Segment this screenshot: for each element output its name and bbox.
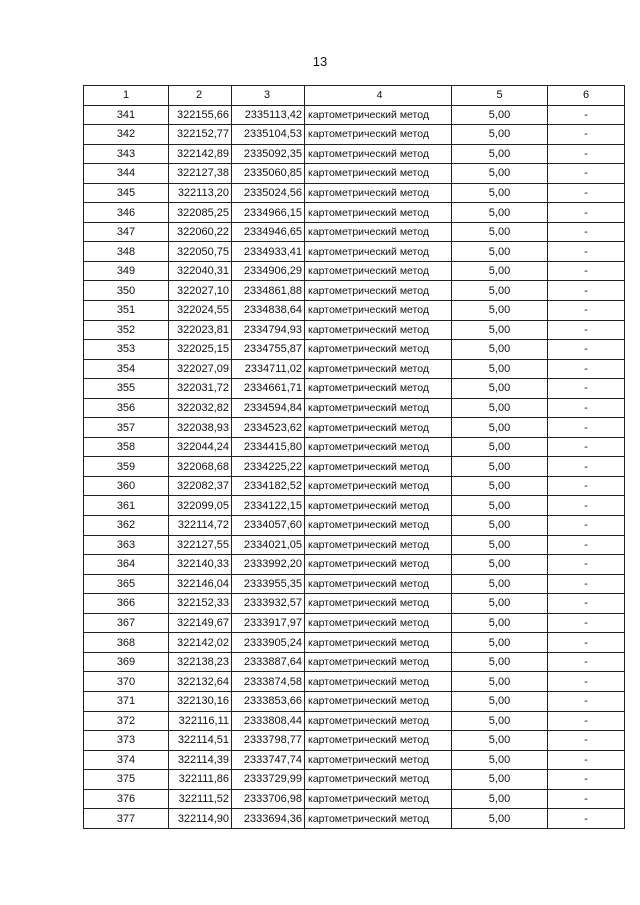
x-coordinate-cell: 322050,75 <box>169 242 232 262</box>
method-cell: картометрический метод <box>305 555 452 575</box>
note-cell: - <box>548 164 625 184</box>
x-coordinate-cell: 322114,51 <box>169 731 232 751</box>
table-row <box>84 398 625 418</box>
method-cell: картометрический метод <box>305 516 452 536</box>
x-coordinate-cell: 322082,37 <box>169 476 232 496</box>
method-cell: картометрический метод <box>305 691 452 711</box>
table-row <box>84 144 625 164</box>
x-coordinate-cell: 322099,05 <box>169 496 232 516</box>
y-coordinate-cell: 2334861,88 <box>232 281 305 301</box>
x-coordinate-cell: 322113,20 <box>169 183 232 203</box>
x-coordinate-cell: 322027,10 <box>169 281 232 301</box>
x-coordinate-cell: 322138,23 <box>169 652 232 672</box>
note-cell: - <box>548 105 625 125</box>
method-cell: картометрический метод <box>305 340 452 360</box>
accuracy-cell: 5,00 <box>452 731 548 751</box>
table-row <box>84 437 625 457</box>
y-coordinate-cell: 2334966,15 <box>232 203 305 223</box>
table-row <box>84 750 625 770</box>
note-cell: - <box>548 359 625 379</box>
y-coordinate-cell: 2335060,85 <box>232 164 305 184</box>
method-cell: картометрический метод <box>305 398 452 418</box>
accuracy-cell: 5,00 <box>452 770 548 790</box>
note-cell: - <box>548 183 625 203</box>
accuracy-cell: 5,00 <box>452 594 548 614</box>
table-row <box>84 281 625 301</box>
accuracy-cell: 5,00 <box>452 437 548 457</box>
table-row <box>84 809 625 829</box>
x-coordinate-cell: 322031,72 <box>169 379 232 399</box>
accuracy-cell: 5,00 <box>452 633 548 653</box>
column-header: 4 <box>305 86 452 106</box>
accuracy-cell: 5,00 <box>452 691 548 711</box>
x-coordinate-cell: 322132,64 <box>169 672 232 692</box>
point-number-cell: 358 <box>84 437 169 457</box>
table-header-row <box>84 86 625 106</box>
accuracy-cell: 5,00 <box>452 711 548 731</box>
method-cell: картометрический метод <box>305 652 452 672</box>
note-cell: - <box>548 574 625 594</box>
y-coordinate-cell: 2334933,41 <box>232 242 305 262</box>
accuracy-cell: 5,00 <box>452 750 548 770</box>
y-coordinate-cell: 2334523,62 <box>232 418 305 438</box>
table-row <box>84 691 625 711</box>
point-number-cell: 374 <box>84 750 169 770</box>
y-coordinate-cell: 2333747,74 <box>232 750 305 770</box>
table-row <box>84 770 625 790</box>
x-coordinate-cell: 322116,11 <box>169 711 232 731</box>
y-coordinate-cell: 2334906,29 <box>232 261 305 281</box>
y-coordinate-cell: 2333798,77 <box>232 731 305 751</box>
y-coordinate-cell: 2333992,20 <box>232 555 305 575</box>
note-cell: - <box>548 144 625 164</box>
table-row <box>84 301 625 321</box>
table-row <box>84 242 625 262</box>
accuracy-cell: 5,00 <box>452 125 548 145</box>
method-cell: картометрический метод <box>305 261 452 281</box>
point-number-cell: 346 <box>84 203 169 223</box>
table-row <box>84 457 625 477</box>
table-row <box>84 613 625 633</box>
method-cell: картометрический метод <box>305 105 452 125</box>
accuracy-cell: 5,00 <box>452 535 548 555</box>
y-coordinate-cell: 2335024,56 <box>232 183 305 203</box>
point-number-cell: 344 <box>84 164 169 184</box>
point-number-cell: 368 <box>84 633 169 653</box>
x-coordinate-cell: 322111,52 <box>169 789 232 809</box>
column-header: 2 <box>169 86 232 106</box>
point-number-cell: 373 <box>84 731 169 751</box>
method-cell: картометрический метод <box>305 613 452 633</box>
point-number-cell: 345 <box>84 183 169 203</box>
x-coordinate-cell: 322068,68 <box>169 457 232 477</box>
table-row <box>84 340 625 360</box>
point-number-cell: 361 <box>84 496 169 516</box>
y-coordinate-cell: 2333808,44 <box>232 711 305 731</box>
table-row <box>84 125 625 145</box>
x-coordinate-cell: 322024,55 <box>169 301 232 321</box>
point-number-cell: 365 <box>84 574 169 594</box>
point-number-cell: 355 <box>84 379 169 399</box>
y-coordinate-cell: 2333874,58 <box>232 672 305 692</box>
note-cell: - <box>548 555 625 575</box>
table-row <box>84 574 625 594</box>
method-cell: картометрический метод <box>305 437 452 457</box>
note-cell: - <box>548 613 625 633</box>
note-cell: - <box>548 301 625 321</box>
point-number-cell: 377 <box>84 809 169 829</box>
y-coordinate-cell: 2334794,93 <box>232 320 305 340</box>
column-header: 5 <box>452 86 548 106</box>
x-coordinate-cell: 322146,04 <box>169 574 232 594</box>
method-cell: картометрический метод <box>305 574 452 594</box>
accuracy-cell: 5,00 <box>452 652 548 672</box>
table-row <box>84 476 625 496</box>
column-header: 3 <box>232 86 305 106</box>
method-cell: картометрический метод <box>305 672 452 692</box>
table-row <box>84 261 625 281</box>
accuracy-cell: 5,00 <box>452 222 548 242</box>
column-header: 6 <box>548 86 625 106</box>
accuracy-cell: 5,00 <box>452 809 548 829</box>
note-cell: - <box>548 770 625 790</box>
y-coordinate-cell: 2333917,97 <box>232 613 305 633</box>
note-cell: - <box>548 340 625 360</box>
point-number-cell: 354 <box>84 359 169 379</box>
accuracy-cell: 5,00 <box>452 301 548 321</box>
table-row <box>84 164 625 184</box>
table-row <box>84 183 625 203</box>
x-coordinate-cell: 322032,82 <box>169 398 232 418</box>
note-cell: - <box>548 398 625 418</box>
y-coordinate-cell: 2334838,64 <box>232 301 305 321</box>
note-cell: - <box>548 261 625 281</box>
note-cell: - <box>548 789 625 809</box>
note-cell: - <box>548 672 625 692</box>
x-coordinate-cell: 322040,31 <box>169 261 232 281</box>
x-coordinate-cell: 322027,09 <box>169 359 232 379</box>
x-coordinate-cell: 322152,33 <box>169 594 232 614</box>
table-row <box>84 203 625 223</box>
table-row <box>84 731 625 751</box>
method-cell: картометрический метод <box>305 535 452 555</box>
x-coordinate-cell: 322155,66 <box>169 105 232 125</box>
table-row <box>84 379 625 399</box>
accuracy-cell: 5,00 <box>452 379 548 399</box>
point-number-cell: 362 <box>84 516 169 536</box>
accuracy-cell: 5,00 <box>452 672 548 692</box>
note-cell: - <box>548 652 625 672</box>
x-coordinate-cell: 322114,39 <box>169 750 232 770</box>
x-coordinate-cell: 322140,33 <box>169 555 232 575</box>
point-number-cell: 371 <box>84 691 169 711</box>
table-row <box>84 105 625 125</box>
point-number-cell: 376 <box>84 789 169 809</box>
method-cell: картометрический метод <box>305 770 452 790</box>
point-number-cell: 363 <box>84 535 169 555</box>
y-coordinate-cell: 2334594,84 <box>232 398 305 418</box>
method-cell: картометрический метод <box>305 457 452 477</box>
point-number-cell: 359 <box>84 457 169 477</box>
x-coordinate-cell: 322127,55 <box>169 535 232 555</box>
method-cell: картометрический метод <box>305 144 452 164</box>
method-cell: картометрический метод <box>305 789 452 809</box>
y-coordinate-cell: 2335104,53 <box>232 125 305 145</box>
point-number-cell: 351 <box>84 301 169 321</box>
note-cell: - <box>548 633 625 653</box>
table-row <box>84 359 625 379</box>
y-coordinate-cell: 2334225,22 <box>232 457 305 477</box>
y-coordinate-cell: 2333887,64 <box>232 652 305 672</box>
accuracy-cell: 5,00 <box>452 183 548 203</box>
y-coordinate-cell: 2333706,98 <box>232 789 305 809</box>
method-cell: картометрический метод <box>305 183 452 203</box>
y-coordinate-cell: 2334755,87 <box>232 340 305 360</box>
note-cell: - <box>548 281 625 301</box>
x-coordinate-cell: 322114,72 <box>169 516 232 536</box>
method-cell: картометрический метод <box>305 379 452 399</box>
table-row <box>84 633 625 653</box>
point-number-cell: 348 <box>84 242 169 262</box>
method-cell: картометрический метод <box>305 750 452 770</box>
point-number-cell: 370 <box>84 672 169 692</box>
table-body <box>84 105 625 828</box>
x-coordinate-cell: 322114,90 <box>169 809 232 829</box>
point-number-cell: 367 <box>84 613 169 633</box>
accuracy-cell: 5,00 <box>452 203 548 223</box>
y-coordinate-cell: 2334182,52 <box>232 476 305 496</box>
table-row <box>84 496 625 516</box>
y-coordinate-cell: 2333694,36 <box>232 809 305 829</box>
note-cell: - <box>548 711 625 731</box>
point-number-cell: 375 <box>84 770 169 790</box>
table-row <box>84 672 625 692</box>
point-number-cell: 364 <box>84 555 169 575</box>
y-coordinate-cell: 2335092,35 <box>232 144 305 164</box>
y-coordinate-cell: 2334661,71 <box>232 379 305 399</box>
accuracy-cell: 5,00 <box>452 105 548 125</box>
x-coordinate-cell: 322149,67 <box>169 613 232 633</box>
method-cell: картометрический метод <box>305 633 452 653</box>
accuracy-cell: 5,00 <box>452 261 548 281</box>
note-cell: - <box>548 594 625 614</box>
method-cell: картометрический метод <box>305 476 452 496</box>
note-cell: - <box>548 496 625 516</box>
x-coordinate-cell: 322025,15 <box>169 340 232 360</box>
point-number-cell: 349 <box>84 261 169 281</box>
page-number: 13 <box>312 54 328 69</box>
note-cell: - <box>548 418 625 438</box>
x-coordinate-cell: 322085,25 <box>169 203 232 223</box>
method-cell: картометрический метод <box>305 359 452 379</box>
y-coordinate-cell: 2334122,15 <box>232 496 305 516</box>
x-coordinate-cell: 322044,24 <box>169 437 232 457</box>
table-row <box>84 789 625 809</box>
accuracy-cell: 5,00 <box>452 613 548 633</box>
table-row <box>84 535 625 555</box>
accuracy-cell: 5,00 <box>452 242 548 262</box>
note-cell: - <box>548 516 625 536</box>
method-cell: картометрический метод <box>305 281 452 301</box>
accuracy-cell: 5,00 <box>452 789 548 809</box>
note-cell: - <box>548 379 625 399</box>
coordinates-table <box>83 85 625 829</box>
method-cell: картометрический метод <box>305 301 452 321</box>
table-row <box>84 516 625 536</box>
point-number-cell: 350 <box>84 281 169 301</box>
note-cell: - <box>548 222 625 242</box>
y-coordinate-cell: 2333853,66 <box>232 691 305 711</box>
note-cell: - <box>548 691 625 711</box>
y-coordinate-cell: 2333955,35 <box>232 574 305 594</box>
table-row <box>84 418 625 438</box>
method-cell: картометрический метод <box>305 203 452 223</box>
note-cell: - <box>548 320 625 340</box>
x-coordinate-cell: 322111,86 <box>169 770 232 790</box>
accuracy-cell: 5,00 <box>452 164 548 184</box>
x-coordinate-cell: 322127,38 <box>169 164 232 184</box>
method-cell: картометрический метод <box>305 125 452 145</box>
x-coordinate-cell: 322142,89 <box>169 144 232 164</box>
note-cell: - <box>548 476 625 496</box>
y-coordinate-cell: 2333932,57 <box>232 594 305 614</box>
note-cell: - <box>548 203 625 223</box>
y-coordinate-cell: 2333905,24 <box>232 633 305 653</box>
method-cell: картометрический метод <box>305 594 452 614</box>
table-row <box>84 222 625 242</box>
column-header: 1 <box>84 86 169 106</box>
point-number-cell: 343 <box>84 144 169 164</box>
x-coordinate-cell: 322130,16 <box>169 691 232 711</box>
accuracy-cell: 5,00 <box>452 418 548 438</box>
accuracy-cell: 5,00 <box>452 457 548 477</box>
point-number-cell: 342 <box>84 125 169 145</box>
accuracy-cell: 5,00 <box>452 398 548 418</box>
point-number-cell: 369 <box>84 652 169 672</box>
accuracy-cell: 5,00 <box>452 359 548 379</box>
accuracy-cell: 5,00 <box>452 476 548 496</box>
note-cell: - <box>548 457 625 477</box>
y-coordinate-cell: 2334021,05 <box>232 535 305 555</box>
method-cell: картометрический метод <box>305 711 452 731</box>
note-cell: - <box>548 437 625 457</box>
y-coordinate-cell: 2334415,80 <box>232 437 305 457</box>
note-cell: - <box>548 242 625 262</box>
table-row <box>84 711 625 731</box>
x-coordinate-cell: 322142,02 <box>169 633 232 653</box>
x-coordinate-cell: 322023,81 <box>169 320 232 340</box>
table-row <box>84 555 625 575</box>
method-cell: картометрический метод <box>305 242 452 262</box>
accuracy-cell: 5,00 <box>452 516 548 536</box>
method-cell: картометрический метод <box>305 164 452 184</box>
point-number-cell: 356 <box>84 398 169 418</box>
y-coordinate-cell: 2335113,42 <box>232 105 305 125</box>
accuracy-cell: 5,00 <box>452 144 548 164</box>
point-number-cell: 366 <box>84 594 169 614</box>
point-number-cell: 347 <box>84 222 169 242</box>
table-row <box>84 320 625 340</box>
table-row <box>84 652 625 672</box>
point-number-cell: 352 <box>84 320 169 340</box>
x-coordinate-cell: 322152,77 <box>169 125 232 145</box>
point-number-cell: 341 <box>84 105 169 125</box>
accuracy-cell: 5,00 <box>452 320 548 340</box>
x-coordinate-cell: 322038,93 <box>169 418 232 438</box>
accuracy-cell: 5,00 <box>452 281 548 301</box>
method-cell: картометрический метод <box>305 222 452 242</box>
method-cell: картометрический метод <box>305 496 452 516</box>
table-row <box>84 594 625 614</box>
method-cell: картометрический метод <box>305 731 452 751</box>
method-cell: картометрический метод <box>305 320 452 340</box>
accuracy-cell: 5,00 <box>452 340 548 360</box>
accuracy-cell: 5,00 <box>452 574 548 594</box>
note-cell: - <box>548 535 625 555</box>
method-cell: картометрический метод <box>305 809 452 829</box>
x-coordinate-cell: 322060,22 <box>169 222 232 242</box>
accuracy-cell: 5,00 <box>452 496 548 516</box>
accuracy-cell: 5,00 <box>452 555 548 575</box>
note-cell: - <box>548 125 625 145</box>
note-cell: - <box>548 731 625 751</box>
point-number-cell: 360 <box>84 476 169 496</box>
y-coordinate-cell: 2334057,60 <box>232 516 305 536</box>
y-coordinate-cell: 2334711,02 <box>232 359 305 379</box>
y-coordinate-cell: 2334946,65 <box>232 222 305 242</box>
note-cell: - <box>548 750 625 770</box>
point-number-cell: 353 <box>84 340 169 360</box>
point-number-cell: 357 <box>84 418 169 438</box>
point-number-cell: 372 <box>84 711 169 731</box>
method-cell: картометрический метод <box>305 418 452 438</box>
y-coordinate-cell: 2333729,99 <box>232 770 305 790</box>
note-cell: - <box>548 809 625 829</box>
